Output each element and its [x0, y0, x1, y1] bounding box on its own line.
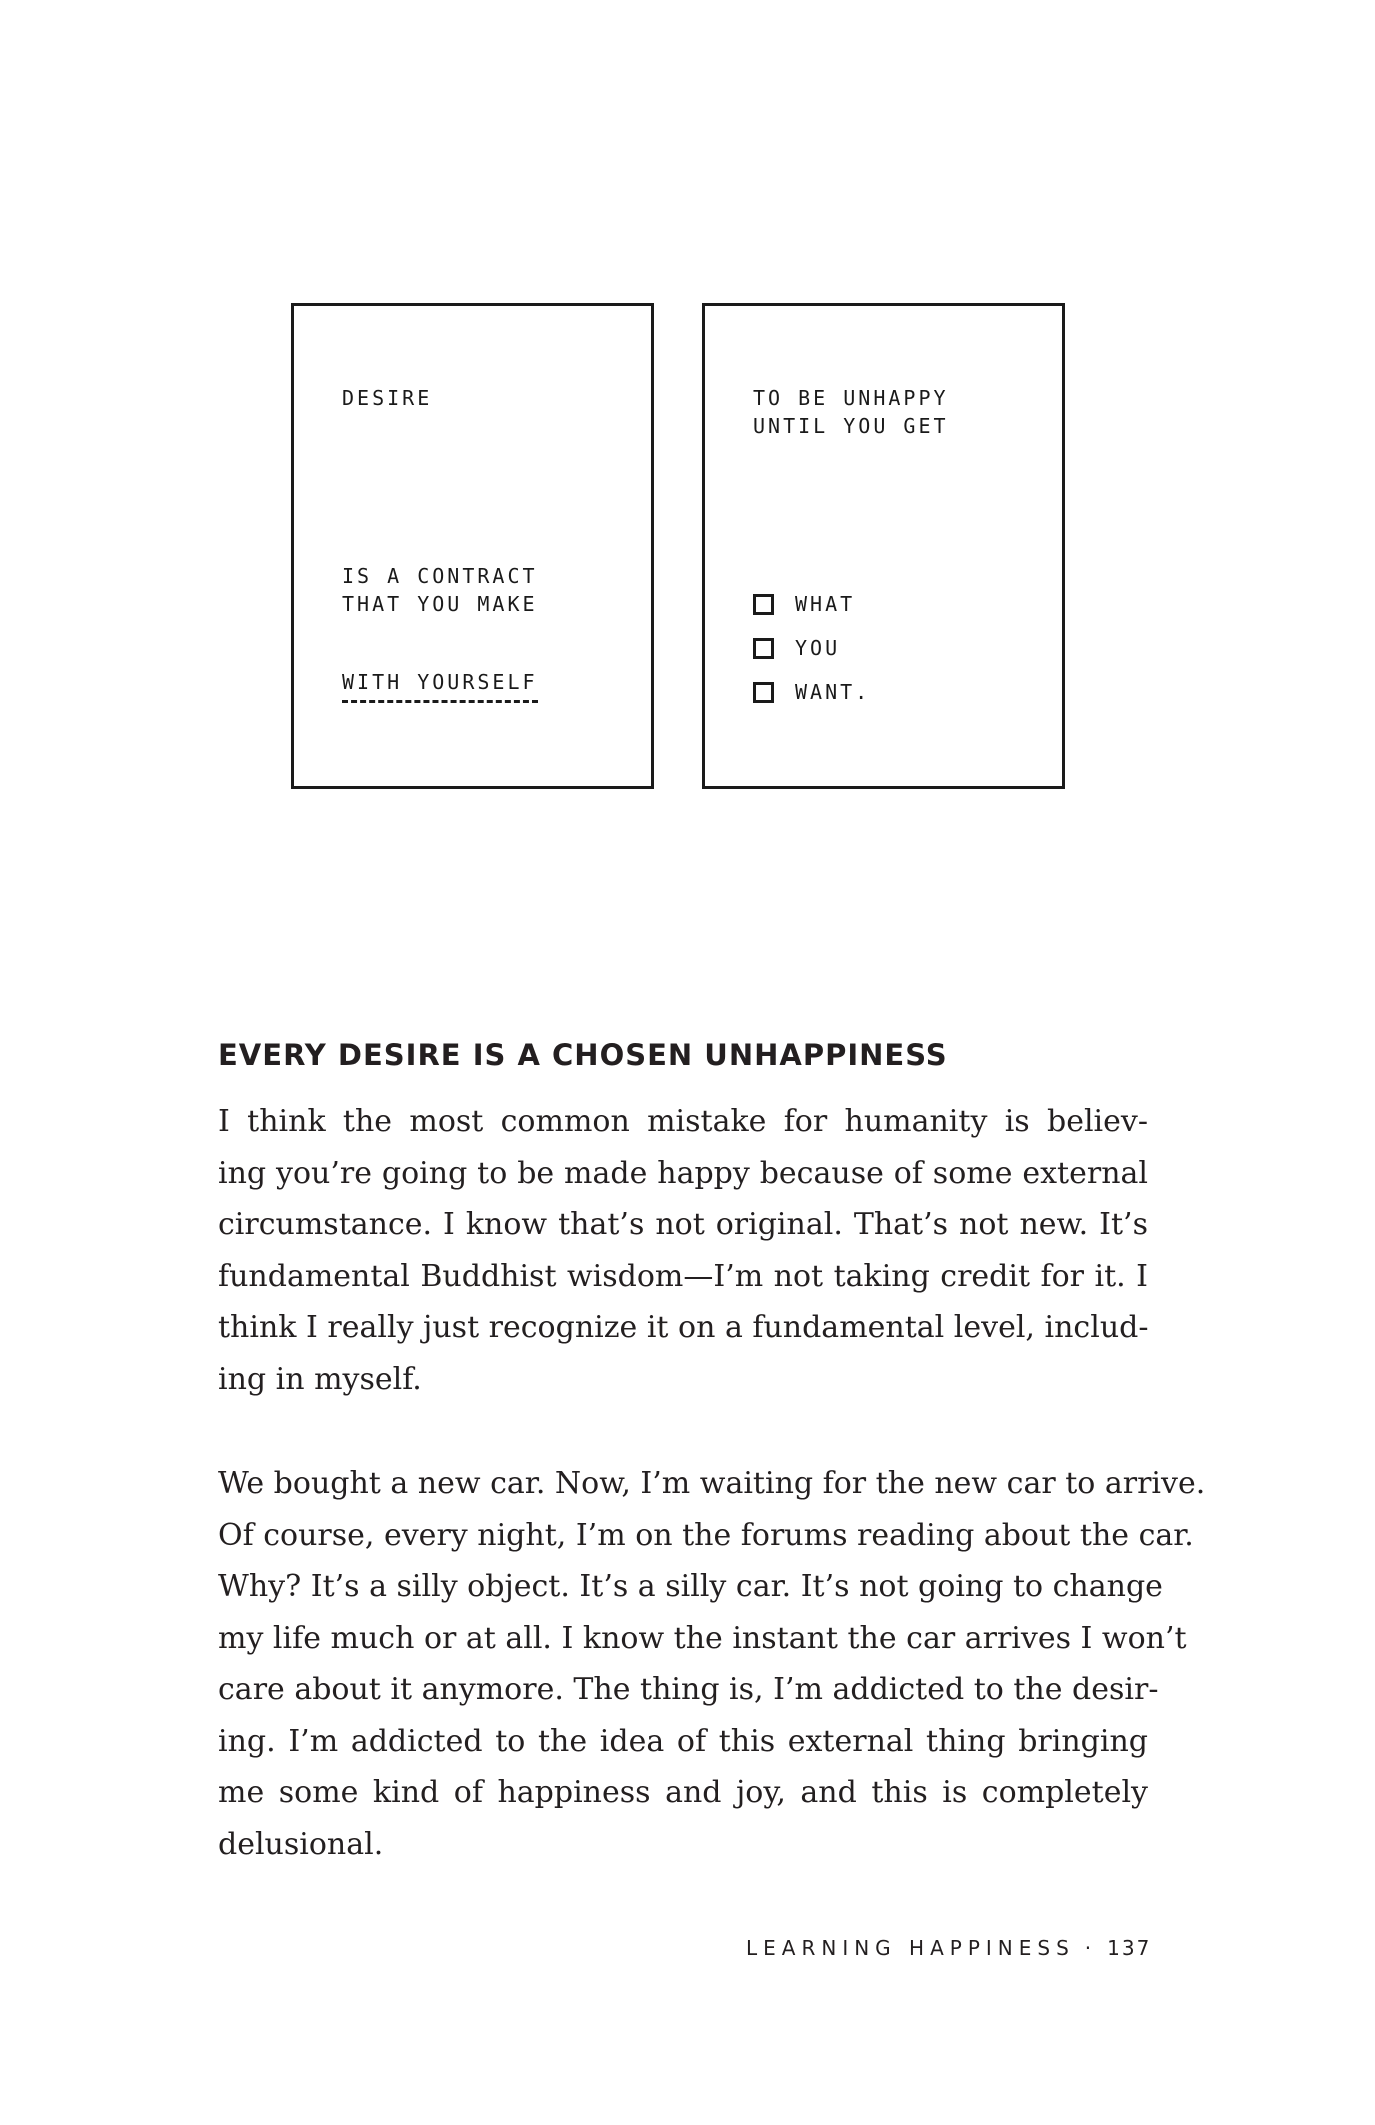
- paragraph-2: [218, 1458, 1206, 1870]
- checklist-item-label: WHAT: [795, 592, 856, 616]
- unhappy-card: [702, 303, 1065, 789]
- checklist-item: [753, 592, 855, 616]
- text-line: We bought a new car. Now, I’m waiting for the new car to arrive.: [218, 1466, 1206, 1501]
- text-line: ing. I’m addicted to the idea of this external thing bringing: [218, 1723, 1148, 1759]
- checklist-item-label: YOU: [795, 636, 841, 660]
- checkbox-icon: [753, 594, 774, 615]
- text-line: me some kind of happiness and joy, and this is completely: [218, 1775, 1148, 1810]
- text-line: circumstance. I know that’s not original. That’s not new. It’s: [218, 1207, 1148, 1242]
- unhappy-card-line2: UNTIL YOU GET: [753, 414, 949, 438]
- text-line: Of course, every night, I’m on the forums reading about the car.: [218, 1517, 1194, 1553]
- desire-card-line1: DESIRE: [342, 386, 433, 410]
- text-line: Why? It’s a silly object. It’s a silly car. It’s not going to change: [218, 1569, 1163, 1604]
- checklist-item-label: WANT.: [795, 680, 871, 704]
- page-footer: [746, 1936, 1152, 1960]
- checklist-item: [753, 636, 840, 660]
- footer-separator: ·: [1084, 1936, 1098, 1960]
- text-line: ing in myself.: [218, 1361, 422, 1397]
- text-line: delusional.: [218, 1826, 384, 1862]
- text-line: I think the most common mistake for humanity is believ-: [218, 1104, 1148, 1139]
- desire-card-line4: WITH YOURSELF: [342, 668, 538, 703]
- unhappy-card-line1: TO BE UNHAPPY: [753, 386, 949, 410]
- desire-card-line3: THAT YOU MAKE: [342, 592, 538, 616]
- desire-card-line2: IS A CONTRACT: [342, 564, 538, 588]
- checklist-item: [753, 680, 870, 704]
- text-line: fundamental Buddhist wisdom—I’m not taking credit for it. I: [218, 1258, 1148, 1294]
- text-line: ing you’re going to be made happy because of some external: [218, 1155, 1148, 1191]
- text-line: care about it anymore. The thing is, I’m addicted to the desir-: [218, 1672, 1159, 1707]
- page-number: 137: [1107, 1936, 1152, 1960]
- paragraph-1: [218, 1096, 1148, 1405]
- checkbox-icon: [753, 638, 774, 659]
- running-head: LEARNING HAPPINESS: [746, 1936, 1075, 1960]
- text-line: my life much or at all. I know the instant the car arrives I won’t: [218, 1620, 1187, 1656]
- desire-card: [291, 303, 654, 789]
- checkbox-icon: [753, 682, 774, 703]
- section-heading: EVERY DESIRE IS A CHOSEN UNHAPPINESS: [218, 1038, 948, 1072]
- text-line: think I really just recognize it on a fundamental level, includ-: [218, 1310, 1149, 1345]
